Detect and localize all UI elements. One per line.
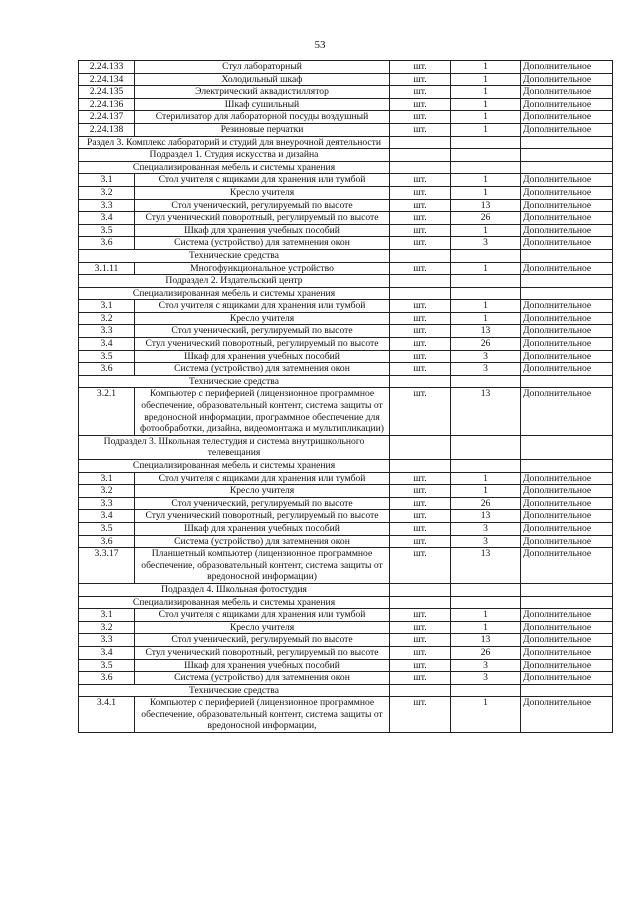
- item-quantity: 13: [451, 388, 521, 435]
- item-quantity: 1: [451, 312, 521, 325]
- item-note: Дополнительное: [521, 659, 613, 672]
- item-quantity: 1: [451, 472, 521, 485]
- section-heading: Технические средства: [79, 375, 390, 388]
- item-quantity: 13: [451, 548, 521, 584]
- item-quantity: 26: [451, 646, 521, 659]
- table-row: [79, 312, 613, 325]
- item-unit: шт.: [390, 199, 451, 212]
- item-code: 3.2: [79, 312, 135, 325]
- table-row: [79, 388, 613, 435]
- equipment-table-body: [79, 61, 613, 733]
- section-heading: Специализированная мебель и системы хранения: [79, 596, 390, 609]
- item-quantity: 1: [451, 86, 521, 99]
- table-row: [79, 535, 613, 548]
- section-heading: Подраздел 1. Студия искусства и дизайна: [79, 149, 390, 162]
- empty-cell: [521, 684, 613, 697]
- item-code: 3.1.11: [79, 262, 135, 275]
- empty-cell: [390, 583, 451, 596]
- empty-cell: [451, 460, 521, 473]
- item-unit: шт.: [390, 350, 451, 363]
- empty-cell: [521, 161, 613, 174]
- item-name: Стол ученический, регулируемый по высоте: [135, 634, 390, 647]
- item-code: 3.1: [79, 300, 135, 313]
- table-row: [79, 497, 613, 510]
- empty-cell: [451, 287, 521, 300]
- item-note: Дополнительное: [521, 350, 613, 363]
- empty-cell: [521, 435, 613, 459]
- item-unit: шт.: [390, 485, 451, 498]
- empty-cell: [390, 684, 451, 697]
- item-name: Кресло учителя: [135, 186, 390, 199]
- item-quantity: 1: [451, 621, 521, 634]
- empty-cell: [451, 136, 521, 149]
- item-code: 3.2.1: [79, 388, 135, 435]
- item-unit: шт.: [390, 634, 451, 647]
- item-unit: шт.: [390, 363, 451, 376]
- page-number: 53: [314, 39, 326, 51]
- item-note: Дополнительное: [521, 111, 613, 124]
- section-heading-row: [79, 149, 613, 162]
- item-note: Дополнительное: [521, 174, 613, 187]
- item-code: 2.24.136: [79, 98, 135, 111]
- section-heading: Технические средства: [79, 684, 390, 697]
- table-row: [79, 61, 613, 74]
- item-note: Дополнительное: [521, 237, 613, 250]
- item-code: 3.4: [79, 338, 135, 351]
- item-quantity: 1: [451, 111, 521, 124]
- item-unit: шт.: [390, 497, 451, 510]
- empty-cell: [390, 460, 451, 473]
- item-name: Кресло учителя: [135, 621, 390, 634]
- item-code: 2.24.135: [79, 86, 135, 99]
- item-quantity: 26: [451, 497, 521, 510]
- item-quantity: 3: [451, 672, 521, 685]
- item-unit: шт.: [390, 388, 451, 435]
- item-note: Дополнительное: [521, 73, 613, 86]
- item-note: Дополнительное: [521, 548, 613, 584]
- item-code: 3.3.17: [79, 548, 135, 584]
- empty-cell: [451, 249, 521, 262]
- table-row: [79, 659, 613, 672]
- item-name: Стол учителя с ящиками для хранения или тумбой: [135, 174, 390, 187]
- item-note: Дополнительное: [521, 609, 613, 622]
- item-unit: шт.: [390, 224, 451, 237]
- table-row: [79, 73, 613, 86]
- item-quantity: 13: [451, 325, 521, 338]
- item-code: 3.5: [79, 522, 135, 535]
- item-quantity: 13: [451, 199, 521, 212]
- section-heading: Подраздел 3. Школьная телестудия и система внутришкольного телевещания: [79, 435, 390, 459]
- item-name: Стол ученический, регулируемый по высоте: [135, 325, 390, 338]
- item-quantity: 1: [451, 174, 521, 187]
- table-row: [79, 338, 613, 351]
- item-code: 3.6: [79, 535, 135, 548]
- table-row: [79, 672, 613, 685]
- item-note: Дополнительное: [521, 621, 613, 634]
- item-unit: шт.: [390, 535, 451, 548]
- empty-cell: [451, 149, 521, 162]
- table-row: [79, 123, 613, 136]
- item-note: Дополнительное: [521, 634, 613, 647]
- item-quantity: 1: [451, 262, 521, 275]
- item-name: Стул ученический поворотный, регулируемый по высоте: [135, 338, 390, 351]
- item-quantity: 3: [451, 237, 521, 250]
- item-name: Кресло учителя: [135, 312, 390, 325]
- section-heading-row: [79, 583, 613, 596]
- item-quantity: 1: [451, 485, 521, 498]
- table-row: [79, 237, 613, 250]
- item-quantity: 3: [451, 659, 521, 672]
- item-code: 2.24.138: [79, 123, 135, 136]
- item-code: 3.5: [79, 350, 135, 363]
- empty-cell: [521, 249, 613, 262]
- item-name: Стерилизатор для лабораторной посуды воздушный: [135, 111, 390, 124]
- item-note: Дополнительное: [521, 485, 613, 498]
- table-row: [79, 548, 613, 584]
- item-unit: шт.: [390, 697, 451, 733]
- item-name: Система (устройство) для затемнения окон: [135, 672, 390, 685]
- item-quantity: 3: [451, 350, 521, 363]
- empty-cell: [451, 583, 521, 596]
- empty-cell: [521, 596, 613, 609]
- item-note: Дополнительное: [521, 300, 613, 313]
- item-quantity: 1: [451, 224, 521, 237]
- item-name: Многофункциональное устройство: [135, 262, 390, 275]
- section-heading: Подраздел 2. Издательский центр: [79, 275, 390, 288]
- item-code: 3.5: [79, 659, 135, 672]
- item-code: 3.3: [79, 634, 135, 647]
- section-heading: Специализированная мебель и системы хранения: [79, 287, 390, 300]
- item-name: Шкаф для хранения учебных пособий: [135, 350, 390, 363]
- item-quantity: 1: [451, 61, 521, 74]
- item-quantity: 1: [451, 186, 521, 199]
- item-note: Дополнительное: [521, 510, 613, 523]
- item-quantity: 1: [451, 609, 521, 622]
- empty-cell: [521, 287, 613, 300]
- item-note: Дополнительное: [521, 672, 613, 685]
- item-code: 3.6: [79, 363, 135, 376]
- table-row: [79, 174, 613, 187]
- section-heading-row: [79, 684, 613, 697]
- item-note: Дополнительное: [521, 522, 613, 535]
- empty-cell: [451, 161, 521, 174]
- item-name: Кресло учителя: [135, 485, 390, 498]
- item-unit: шт.: [390, 174, 451, 187]
- table-row: [79, 300, 613, 313]
- empty-cell: [390, 287, 451, 300]
- empty-cell: [451, 596, 521, 609]
- item-unit: шт.: [390, 111, 451, 124]
- item-quantity: 26: [451, 212, 521, 225]
- item-note: Дополнительное: [521, 262, 613, 275]
- item-note: Дополнительное: [521, 646, 613, 659]
- item-note: Дополнительное: [521, 212, 613, 225]
- table-row: [79, 186, 613, 199]
- section-heading: Специализированная мебель и системы хранения: [79, 460, 390, 473]
- item-name: Стул лабораторный: [135, 61, 390, 74]
- section-heading-row: [79, 435, 613, 459]
- item-quantity: 1: [451, 123, 521, 136]
- item-quantity: 1: [451, 300, 521, 313]
- section-heading: Специализированная мебель и системы хранения: [79, 161, 390, 174]
- item-note: Дополнительное: [521, 497, 613, 510]
- item-name: Система (устройство) для затемнения окон: [135, 535, 390, 548]
- empty-cell: [390, 149, 451, 162]
- empty-cell: [390, 275, 451, 288]
- section-heading: Раздел 3. Комплекс лабораторий и студий для внеурочной деятельности: [79, 136, 390, 149]
- item-code: 3.1: [79, 174, 135, 187]
- item-unit: шт.: [390, 237, 451, 250]
- table-row: [79, 224, 613, 237]
- item-unit: шт.: [390, 672, 451, 685]
- table-row: [79, 621, 613, 634]
- item-note: Дополнительное: [521, 312, 613, 325]
- table-row: [79, 363, 613, 376]
- empty-cell: [451, 275, 521, 288]
- item-name: Стул ученический поворотный, регулируемый по высоте: [135, 510, 390, 523]
- item-code: 2.24.134: [79, 73, 135, 86]
- section-heading-row: [79, 460, 613, 473]
- item-code: 3.2: [79, 186, 135, 199]
- item-unit: шт.: [390, 646, 451, 659]
- item-note: Дополнительное: [521, 697, 613, 733]
- item-note: Дополнительное: [521, 61, 613, 74]
- item-code: 3.6: [79, 672, 135, 685]
- table-row: [79, 199, 613, 212]
- table-row: [79, 98, 613, 111]
- item-note: Дополнительное: [521, 363, 613, 376]
- section-heading: Технические средства: [79, 249, 390, 262]
- item-quantity: 1: [451, 73, 521, 86]
- empty-cell: [521, 275, 613, 288]
- item-note: Дополнительное: [521, 186, 613, 199]
- item-note: Дополнительное: [521, 224, 613, 237]
- item-code: 3.4: [79, 510, 135, 523]
- item-unit: шт.: [390, 98, 451, 111]
- item-name: Шкаф для хранения учебных пособий: [135, 659, 390, 672]
- item-unit: шт.: [390, 212, 451, 225]
- item-code: 3.4: [79, 212, 135, 225]
- item-code: 3.2: [79, 485, 135, 498]
- item-unit: шт.: [390, 325, 451, 338]
- item-code: 2.24.133: [79, 61, 135, 74]
- item-quantity: 26: [451, 338, 521, 351]
- table-row: [79, 325, 613, 338]
- section-heading-row: [79, 249, 613, 262]
- table-row: [79, 646, 613, 659]
- empty-cell: [521, 149, 613, 162]
- item-note: Дополнительное: [521, 199, 613, 212]
- table-row: [79, 510, 613, 523]
- item-quantity: 1: [451, 98, 521, 111]
- item-note: Дополнительное: [521, 388, 613, 435]
- item-name: Холодильный шкаф: [135, 73, 390, 86]
- item-name: Система (устройство) для затемнения окон: [135, 363, 390, 376]
- section-heading-row: [79, 287, 613, 300]
- item-name: Стол учителя с ящиками для хранения или тумбой: [135, 609, 390, 622]
- item-quantity: 13: [451, 510, 521, 523]
- item-unit: шт.: [390, 73, 451, 86]
- table-row: [79, 522, 613, 535]
- table-row: [79, 634, 613, 647]
- table-row: [79, 697, 613, 733]
- item-name: Шкаф для хранения учебных пособий: [135, 224, 390, 237]
- section-heading-row: [79, 596, 613, 609]
- empty-cell: [390, 161, 451, 174]
- table-row: [79, 111, 613, 124]
- item-code: 3.3: [79, 325, 135, 338]
- item-code: 3.2: [79, 621, 135, 634]
- item-name: Стол ученический, регулируемый по высоте: [135, 497, 390, 510]
- section-heading-row: [79, 161, 613, 174]
- empty-cell: [390, 249, 451, 262]
- item-name: Стол учителя с ящиками для хранения или тумбой: [135, 300, 390, 313]
- empty-cell: [390, 136, 451, 149]
- item-code: 3.1: [79, 609, 135, 622]
- item-code: 3.3: [79, 497, 135, 510]
- empty-cell: [451, 375, 521, 388]
- table-row: [79, 609, 613, 622]
- item-quantity: 1: [451, 697, 521, 733]
- item-code: 3.3: [79, 199, 135, 212]
- empty-cell: [390, 596, 451, 609]
- table-row: [79, 262, 613, 275]
- item-unit: шт.: [390, 86, 451, 99]
- section-heading-row: [79, 136, 613, 149]
- table-row: [79, 472, 613, 485]
- item-name: Шкаф сушильный: [135, 98, 390, 111]
- table-row: [79, 86, 613, 99]
- item-unit: шт.: [390, 186, 451, 199]
- item-note: Дополнительное: [521, 123, 613, 136]
- item-note: Дополнительное: [521, 86, 613, 99]
- item-unit: шт.: [390, 338, 451, 351]
- item-quantity: 3: [451, 522, 521, 535]
- item-code: 3.4.1: [79, 697, 135, 733]
- empty-cell: [521, 375, 613, 388]
- item-unit: шт.: [390, 123, 451, 136]
- empty-cell: [451, 435, 521, 459]
- item-unit: шт.: [390, 61, 451, 74]
- section-heading-row: [79, 375, 613, 388]
- item-name: Стол ученический, регулируемый по высоте: [135, 199, 390, 212]
- item-name: Электрический аквадистиллятор: [135, 86, 390, 99]
- item-name: Компьютер с периферией (лицензионное программное обеспечение, образовательный контент, система защиты от вредоносной информации, программное обеспечение для фотообработки, дизайна, видеомонтажа и мультипликации): [135, 388, 390, 435]
- item-code: 2.24.137: [79, 111, 135, 124]
- item-unit: шт.: [390, 510, 451, 523]
- item-name: Планшетный компьютер (лицензионное программное обеспечение, образовательный контент, система защиты от вредоносной информации): [135, 548, 390, 584]
- item-unit: шт.: [390, 659, 451, 672]
- table-row: [79, 350, 613, 363]
- empty-cell: [390, 435, 451, 459]
- empty-cell: [521, 136, 613, 149]
- item-unit: шт.: [390, 472, 451, 485]
- item-unit: шт.: [390, 609, 451, 622]
- item-note: Дополнительное: [521, 325, 613, 338]
- item-code: 3.6: [79, 237, 135, 250]
- item-unit: шт.: [390, 312, 451, 325]
- item-name: Стол учителя с ящиками для хранения или тумбой: [135, 472, 390, 485]
- item-unit: шт.: [390, 262, 451, 275]
- empty-cell: [521, 460, 613, 473]
- empty-cell: [451, 684, 521, 697]
- table-row: [79, 212, 613, 225]
- item-quantity: 13: [451, 634, 521, 647]
- section-heading: Подраздел 4. Школьная фотостудия: [79, 583, 390, 596]
- item-quantity: 3: [451, 535, 521, 548]
- item-name: Стул ученический поворотный, регулируемый по высоте: [135, 646, 390, 659]
- item-note: Дополнительное: [521, 472, 613, 485]
- item-name: Стул ученический поворотный, регулируемый по высоте: [135, 212, 390, 225]
- item-unit: шт.: [390, 621, 451, 634]
- item-name: Резиновые перчатки: [135, 123, 390, 136]
- item-note: Дополнительное: [521, 98, 613, 111]
- equipment-table: [78, 60, 613, 733]
- item-code: 3.1: [79, 472, 135, 485]
- item-name: Шкаф для хранения учебных пособий: [135, 522, 390, 535]
- item-quantity: 3: [451, 363, 521, 376]
- item-name: Система (устройство) для затемнения окон: [135, 237, 390, 250]
- item-note: Дополнительное: [521, 338, 613, 351]
- empty-cell: [390, 375, 451, 388]
- item-note: Дополнительное: [521, 535, 613, 548]
- item-unit: шт.: [390, 300, 451, 313]
- empty-cell: [521, 583, 613, 596]
- item-code: 3.4: [79, 646, 135, 659]
- table-row: [79, 485, 613, 498]
- item-code: 3.5: [79, 224, 135, 237]
- item-unit: шт.: [390, 522, 451, 535]
- item-unit: шт.: [390, 548, 451, 584]
- item-name: Компьютер с периферией (лицензионное программное обеспечение, образовательный контент, система защиты от вредоносной информации,: [135, 697, 390, 733]
- section-heading-row: [79, 275, 613, 288]
